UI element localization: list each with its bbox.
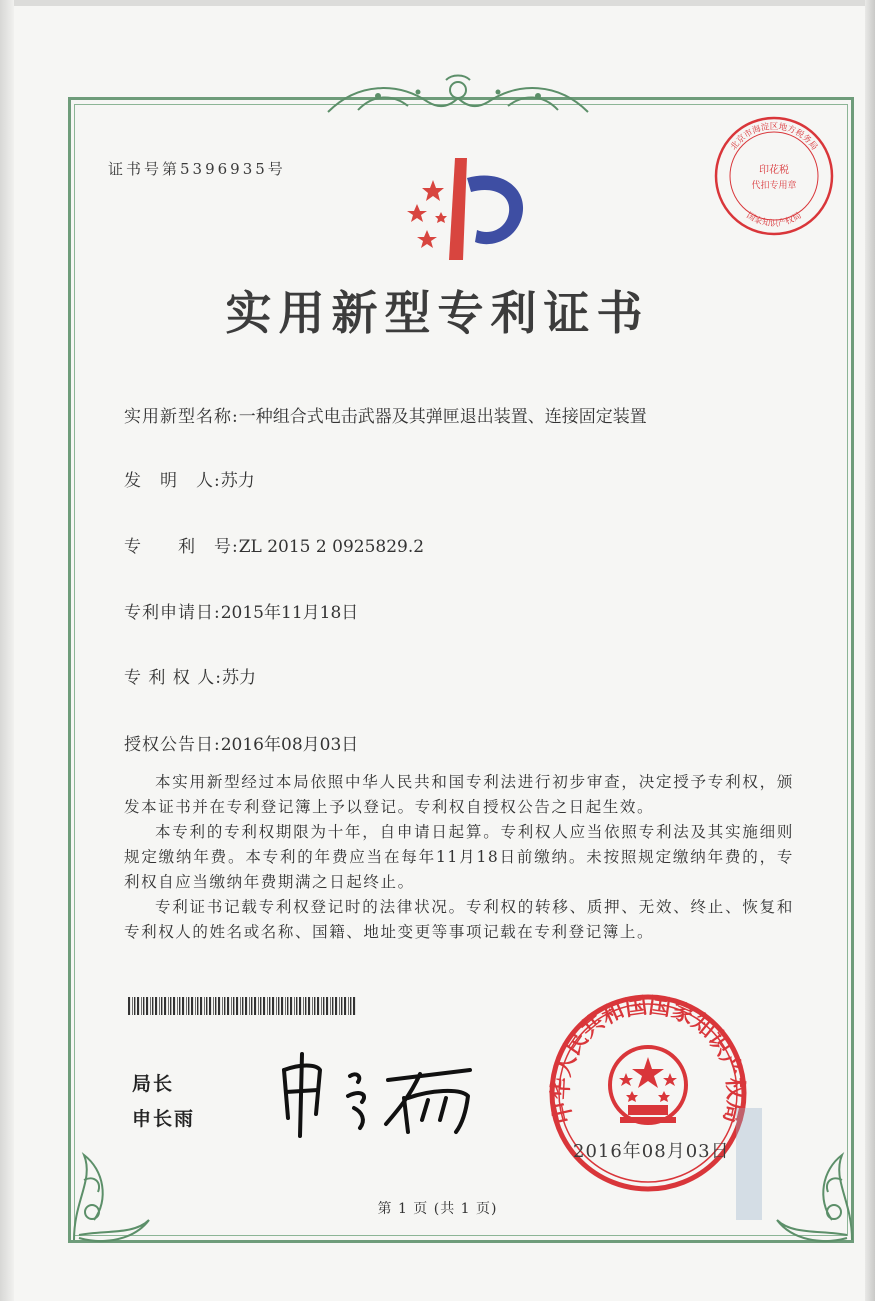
filing-date-row bbox=[124, 598, 358, 623]
barcode-bar bbox=[159, 997, 160, 1015]
field-value: 一种组合式电击武器及其弹匣退出装置、连接固定装置 bbox=[238, 407, 647, 427]
scan-edge bbox=[0, 0, 14, 1301]
certificate-title: 实用新型专利证书 bbox=[225, 286, 650, 340]
patent-office-logo bbox=[393, 150, 533, 265]
barcode-bar bbox=[287, 997, 288, 1015]
barcode-bar bbox=[152, 997, 153, 1015]
tax-stamp-bottom-text: 国家知识产权局 bbox=[744, 210, 804, 229]
inventor-row bbox=[124, 466, 255, 491]
barcode-bar bbox=[267, 997, 268, 1015]
tax-stamp-center-text: 印花税 bbox=[759, 165, 789, 176]
barcode-bar bbox=[269, 997, 270, 1015]
body-paragraph: 本实用新型经过本局依照中华人民共和国专利法进行初步审查，决定授予专利权，颁发本证书并在专利登记簿上予以登记。专利权自授权公告之日起生效。 bbox=[124, 773, 794, 816]
barcode-bar bbox=[161, 997, 162, 1015]
scan-edge bbox=[865, 0, 875, 1301]
barcode-bar bbox=[227, 997, 229, 1015]
barcode-bar bbox=[179, 997, 180, 1015]
barcode-bar bbox=[141, 997, 142, 1015]
barcode-bar bbox=[231, 997, 232, 1015]
barcode-bar bbox=[353, 997, 355, 1015]
field-value: ZL 2015 2 0925829.2 bbox=[238, 537, 425, 557]
field-label: 授权公告日: bbox=[124, 735, 221, 755]
barcode-bar bbox=[132, 997, 133, 1015]
barcode-bar bbox=[200, 997, 202, 1015]
barcode-bar bbox=[191, 997, 193, 1015]
barcode-bar bbox=[326, 997, 328, 1015]
barcode-bar bbox=[168, 997, 169, 1015]
barcode-bar bbox=[254, 997, 256, 1015]
barcode-bar bbox=[339, 997, 340, 1015]
signatory-name: 申长雨 bbox=[132, 1108, 196, 1130]
barcode-bar bbox=[173, 997, 175, 1015]
barcode-bar bbox=[332, 997, 333, 1015]
barcode-bar bbox=[249, 997, 250, 1015]
scan-edge bbox=[0, 0, 875, 6]
svg-text:国家知识产权局 bbox=[745, 211, 804, 229]
field-label: 实用新型名称: bbox=[124, 407, 239, 427]
tax-stamp-center-text: 代扣专用章 bbox=[751, 181, 797, 191]
barcode-bar bbox=[204, 997, 205, 1015]
body-paragraph: 专利证书记载专利权登记时的法律状况。专利权的转移、质押、无效、终止、恢复和专利权人的姓名或名称、国籍、地址变更等事项记载在专利登记簿上。 bbox=[124, 898, 794, 941]
barcode-bar bbox=[330, 997, 331, 1015]
tax-stamp-ring-text: 北京市海淀区地方税务局 bbox=[728, 122, 820, 153]
barcode-bar bbox=[195, 997, 196, 1015]
bottom-left-ornament bbox=[64, 1140, 154, 1250]
top-ornament bbox=[318, 72, 598, 120]
barcode-bar bbox=[317, 997, 319, 1015]
barcode-bar bbox=[146, 997, 148, 1015]
barcode-bar bbox=[213, 997, 214, 1015]
barcode-bar bbox=[335, 997, 337, 1015]
certificate-body bbox=[124, 770, 794, 945]
field-label: 专利申请日: bbox=[124, 603, 221, 623]
barcode-bar bbox=[186, 997, 187, 1015]
grant-date-row bbox=[124, 730, 358, 755]
barcode-bar bbox=[155, 997, 157, 1015]
field-value: 2016年08月03日 bbox=[220, 735, 359, 755]
barcode-bar bbox=[312, 997, 313, 1015]
page-number: 第 1 页 (共 1 页) bbox=[377, 1201, 498, 1217]
utility-model-name-row bbox=[124, 402, 647, 427]
field-label: 专 利 号: bbox=[124, 537, 239, 557]
barcode-bar bbox=[285, 997, 286, 1015]
barcode-bar bbox=[341, 997, 342, 1015]
barcode-bar bbox=[251, 997, 252, 1015]
barcode-bar bbox=[258, 997, 259, 1015]
seal-date: 2016年08月03日 bbox=[573, 1141, 730, 1162]
barcode-bar bbox=[276, 997, 277, 1015]
barcode-bar bbox=[215, 997, 216, 1015]
barcode-bar bbox=[260, 997, 261, 1015]
barcode bbox=[128, 997, 356, 1015]
barcode-bar bbox=[296, 997, 297, 1015]
barcode-bar bbox=[206, 997, 207, 1015]
barcode-bar bbox=[281, 997, 283, 1015]
barcode-bar bbox=[143, 997, 144, 1015]
certificate-number: 证书号第5396935号 bbox=[108, 160, 286, 178]
seal-ring-text: 中华人民共和国国家知识产权局 bbox=[548, 993, 748, 1126]
bottom-right-ornament bbox=[772, 1140, 862, 1250]
barcode-bar bbox=[299, 997, 301, 1015]
field-value: 2015年11月18日 bbox=[220, 603, 359, 623]
barcode-bar bbox=[164, 997, 166, 1015]
barcode-bar bbox=[350, 997, 351, 1015]
barcode-bar bbox=[278, 997, 279, 1015]
barcode-bar bbox=[137, 997, 139, 1015]
handwritten-signature bbox=[270, 1040, 490, 1140]
barcode-bar bbox=[240, 997, 241, 1015]
barcode-bar bbox=[134, 997, 135, 1015]
barcode-bar bbox=[128, 997, 130, 1015]
barcode-bar bbox=[182, 997, 184, 1015]
barcode-bar bbox=[177, 997, 178, 1015]
signatory-role: 局长 bbox=[132, 1073, 175, 1095]
barcode-bar bbox=[305, 997, 306, 1015]
patentee-row bbox=[124, 663, 256, 688]
barcode-bar bbox=[170, 997, 171, 1015]
barcode-bar bbox=[323, 997, 324, 1015]
national-ip-office-seal bbox=[548, 993, 748, 1193]
barcode-bar bbox=[233, 997, 234, 1015]
barcode-bar bbox=[321, 997, 322, 1015]
barcode-bar bbox=[245, 997, 247, 1015]
field-label: 专 利 权 人: bbox=[124, 668, 222, 688]
barcode-bar bbox=[242, 997, 243, 1015]
barcode-bar bbox=[303, 997, 304, 1015]
patent-number-row bbox=[124, 532, 424, 557]
body-paragraph: 本专利的专利权期限为十年，自申请日起算。专利权人应当依照专利法及其实施细则规定缴纳年费。本专利的年费应当在每年11月18日前缴纳。未按照规定缴纳年费的，专利权自应当缴纳年费期满之日起终止。 bbox=[124, 823, 794, 891]
barcode-bar bbox=[314, 997, 315, 1015]
barcode-bar bbox=[236, 997, 238, 1015]
barcode-bar bbox=[294, 997, 295, 1015]
tax-stamp bbox=[713, 115, 835, 237]
barcode-bar bbox=[209, 997, 211, 1015]
barcode-bar bbox=[222, 997, 223, 1015]
barcode-bar bbox=[308, 997, 310, 1015]
barcode-bar bbox=[197, 997, 198, 1015]
barcode-bar bbox=[348, 997, 349, 1015]
svg-text:北京市海淀区地方税务局 bbox=[728, 121, 819, 152]
barcode-bar bbox=[263, 997, 265, 1015]
barcode-bar bbox=[290, 997, 292, 1015]
field-value: 苏力 bbox=[220, 471, 255, 491]
barcode-bar bbox=[344, 997, 346, 1015]
barcode-bar bbox=[218, 997, 220, 1015]
barcode-bar bbox=[272, 997, 274, 1015]
barcode-bar bbox=[224, 997, 225, 1015]
barcode-bar bbox=[188, 997, 189, 1015]
field-value: 苏力 bbox=[221, 668, 256, 688]
barcode-bar bbox=[150, 997, 151, 1015]
field-label: 发 明 人: bbox=[124, 471, 221, 491]
